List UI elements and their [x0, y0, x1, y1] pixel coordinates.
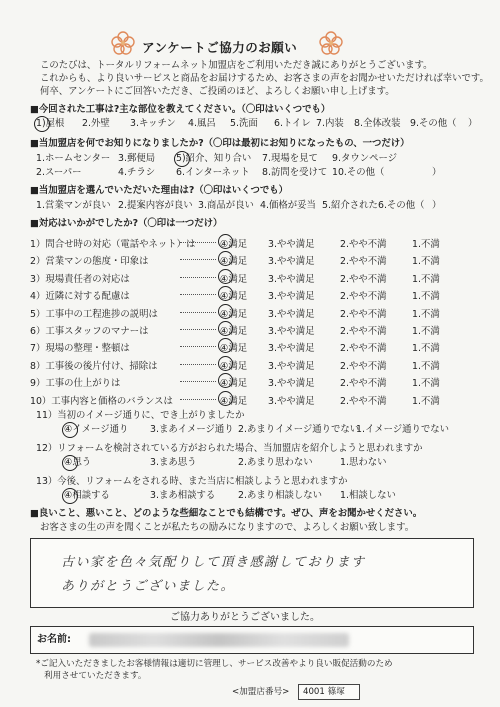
- handwritten-comment: 古い家を色々気配りして頂き感謝しております: [61, 555, 366, 570]
- q1-options: [36, 118, 486, 132]
- q2-option[interactable]: 9.タウンページ: [332, 153, 398, 164]
- rating-option[interactable]: 1.不満: [412, 256, 440, 268]
- rating-option[interactable]: 3.やや満足: [268, 360, 315, 372]
- rating-option[interactable]: 2.やや不満: [340, 378, 387, 390]
- rating-option[interactable]: 3.やや満足: [268, 326, 315, 337]
- rating-option[interactable]: 2.やや不満: [340, 256, 387, 268]
- rating-option[interactable]: ④満足: [220, 378, 248, 390]
- q12-question: 12）リフォームを検討されている方がおられた場合、当加盟店を紹介しようと思われますか: [36, 443, 423, 454]
- q12-option[interactable]: 2.あまり思わない: [238, 457, 313, 468]
- answer-circle: [34, 116, 50, 132]
- handwritten-comment: ありがとうございました。: [61, 579, 236, 594]
- leader-line: [180, 259, 216, 260]
- rating-question: 3）現場責任者の対応は: [30, 273, 130, 285]
- rating-option[interactable]: ④満足: [220, 273, 248, 285]
- answer-circle: [218, 234, 233, 249]
- member-number-box: [298, 684, 360, 700]
- q13-option[interactable]: 3.まあ相談する: [150, 490, 216, 501]
- q2-option[interactable]: 7.現場を見て: [262, 153, 318, 164]
- leader-line: [180, 381, 216, 382]
- q1-option[interactable]: 3.キッチン: [130, 118, 176, 129]
- q3-option[interactable]: 2.提案内容が良い: [118, 200, 193, 211]
- rating-option[interactable]: 2.やや不満: [340, 326, 387, 337]
- rating-option[interactable]: ④満足: [220, 395, 248, 407]
- q3-option[interactable]: 3.商品が良い: [198, 200, 254, 211]
- page-title: アンケートご協力のお願い: [142, 40, 298, 55]
- rating-option[interactable]: 2.やや不満: [340, 273, 387, 285]
- leader-line: [180, 312, 216, 313]
- redacted-name: [89, 633, 349, 647]
- q2-option[interactable]: 1.ホームセンター: [36, 153, 111, 164]
- privacy-note: 利用させていただきます。: [44, 671, 147, 681]
- rating-option[interactable]: 1.不満: [412, 239, 440, 250]
- q5-sub: お客さまの生の声を聞くことが私たちの励みになりますので、よろしくお願い致します。: [40, 522, 415, 533]
- rating-option[interactable]: 3.やや満足: [268, 378, 315, 390]
- rating-option[interactable]: ④満足: [220, 308, 248, 320]
- q5-question: ■良いこと、悪いこと、どのような些細なことでも結構です。ぜひ、声をお聞かせください。: [30, 508, 423, 519]
- q11-option[interactable]: 1.イメージ通りでない: [356, 424, 450, 435]
- leader-line: [180, 277, 216, 278]
- answer-circle: [174, 151, 190, 167]
- rating-question: 6）工事スタッフのマナーは: [30, 326, 149, 337]
- thanks-text: ご協力ありがとうございました。: [170, 612, 320, 623]
- rating-row: [30, 356, 480, 373]
- rating-option[interactable]: 1.不満: [412, 291, 440, 303]
- rating-option[interactable]: ④満足: [220, 239, 248, 250]
- rating-option[interactable]: 1.不満: [412, 308, 440, 320]
- rating-option[interactable]: 1.不満: [412, 343, 440, 355]
- privacy-note: *ご記入いただきましたお客様情報は適切に管理し、サービス改善やより良い販促活動のため: [36, 659, 393, 669]
- q1-question: ■今回された工事は?主な部位を教えてください。（〇印はいくつでも）: [30, 104, 331, 115]
- q1-option[interactable]: 6.トイレ: [274, 118, 311, 129]
- rating-row: [30, 234, 480, 251]
- q13-option[interactable]: ④相談する: [64, 490, 110, 501]
- member-number: 4001 篠塚: [303, 687, 345, 697]
- rating-question: 4）近隣に対する配慮は: [30, 291, 130, 303]
- q11-question: 11）当初のイメージ通りに、でき上がりましたか: [36, 410, 245, 421]
- q13-option[interactable]: 1.相談しない: [340, 490, 396, 501]
- rating-question: 9）工事の仕上がりは: [30, 378, 121, 390]
- rating-option[interactable]: 2.やや不満: [340, 308, 387, 320]
- answer-circle: [218, 356, 233, 371]
- rating-option[interactable]: 2.やや不満: [340, 395, 387, 407]
- q3-option[interactable]: 1.営業マンが良い: [36, 200, 111, 211]
- rating-row: [30, 251, 480, 268]
- rating-option[interactable]: ④満足: [220, 326, 248, 337]
- q2-option[interactable]: 4.チラシ: [118, 167, 156, 178]
- rating-option[interactable]: 3.やや満足: [268, 273, 315, 285]
- rating-option[interactable]: 1.不満: [412, 360, 440, 372]
- q3-close: ）: [432, 200, 442, 211]
- flower-icon: [318, 30, 344, 56]
- rating-option[interactable]: ④満足: [220, 291, 248, 303]
- rating-option[interactable]: 2.やや不満: [340, 360, 387, 372]
- rating-question: 5）工事中の工程進捗の説明は: [30, 308, 158, 320]
- q1-option[interactable]: 5.洗面: [230, 118, 258, 129]
- rating-option[interactable]: ④満足: [220, 256, 248, 268]
- q1-close: ）: [468, 118, 478, 129]
- rating-option[interactable]: 3.やや満足: [268, 256, 315, 268]
- rating-option[interactable]: 1.不満: [412, 326, 440, 337]
- answer-circle: [218, 269, 233, 284]
- intro-line: このたびは、トータルリフォームネット加盟店をご利用いただき誠にありがとうございます。: [40, 60, 433, 71]
- rating-row: [30, 338, 480, 355]
- leader-line: [180, 294, 216, 295]
- leader-line: [180, 364, 216, 365]
- rating-row: [30, 391, 480, 408]
- rating-option[interactable]: 2.やや不満: [340, 239, 387, 250]
- q12-option[interactable]: ④思う: [64, 457, 92, 468]
- rating-option[interactable]: 3.やや満足: [268, 308, 315, 320]
- q1-option[interactable]: 9.その他（: [410, 118, 457, 129]
- q2-option[interactable]: 2.スーパー: [36, 167, 82, 178]
- q1-option[interactable]: 1)屋根: [36, 118, 65, 129]
- rating-option[interactable]: 1.不満: [412, 378, 440, 390]
- q4-question: ■対応はいかがでしたか?（〇印は一つだけ）: [30, 218, 223, 229]
- leader-line: [180, 399, 216, 400]
- q13-question: 13）今後、リフォームをされる時、また当店に相談しようと思われますか: [36, 476, 348, 487]
- q12-option[interactable]: 1.思わない: [340, 457, 387, 468]
- q3-question: ■当加盟店を選んでいただいた理由は?（〇印はいくつでも）: [30, 185, 289, 196]
- member-label: <加盟店番号>: [232, 687, 290, 697]
- q2-option[interactable]: 10.その他（: [332, 167, 385, 178]
- name-label: お名前:: [37, 634, 71, 645]
- q2-option[interactable]: 8.訪問を受けて: [262, 167, 328, 178]
- q2-option[interactable]: 6.インターネット: [176, 167, 250, 178]
- rating-option[interactable]: ④満足: [220, 360, 248, 372]
- rating-row: [30, 373, 480, 390]
- q2-close: ）: [432, 167, 442, 178]
- rating-option[interactable]: 2.やや不満: [340, 343, 387, 355]
- q3-option[interactable]: 6.その他（: [378, 200, 425, 211]
- leader-line: [180, 329, 216, 330]
- rating-question: 1）問合せ時の対応（電話やネット）は: [30, 239, 196, 250]
- intro-line: これからも、より良いサービスと商品をお届けするため、お客さまの声をお聞かせいただければ幸いです。: [40, 73, 489, 84]
- q1-option[interactable]: 2.外壁: [82, 118, 110, 129]
- answer-circle: [62, 422, 78, 438]
- q1-option[interactable]: 8.全体改装: [354, 118, 401, 129]
- leader-line: [180, 346, 216, 347]
- rating-question: 8）工事後の後片付け、掃除は: [30, 360, 158, 372]
- rating-row: [30, 321, 480, 338]
- name-field[interactable]: [30, 626, 474, 654]
- rating-option[interactable]: 1.不満: [412, 395, 440, 407]
- rating-option[interactable]: 1.不満: [412, 273, 440, 285]
- answer-circle: [218, 391, 233, 406]
- answer-circle: [218, 321, 233, 336]
- q2-option[interactable]: 5)紹介、知り合い: [176, 153, 252, 164]
- flower-icon: [110, 30, 136, 56]
- q2-option[interactable]: 3.郵便局: [118, 153, 156, 164]
- rating-option[interactable]: 3.やや満足: [268, 395, 315, 407]
- rating-row: [30, 286, 480, 303]
- q3-option[interactable]: 4.価格が妥当: [260, 200, 316, 211]
- leader-line: [180, 242, 216, 243]
- q11-option[interactable]: 2.あまりイメージ通りでない: [238, 424, 360, 435]
- q13-option[interactable]: 2.あまり相談しない: [238, 490, 322, 501]
- q11-option[interactable]: ④イメージ通り: [64, 424, 129, 435]
- rating-option[interactable]: 2.やや不満: [340, 291, 387, 303]
- q2-question: ■当加盟店を何でお知りになりましたか?（〇印は最初にお知りになったもの、一つだけ）: [30, 138, 410, 149]
- answer-circle: [218, 304, 233, 319]
- rating-option[interactable]: 3.やや満足: [268, 343, 315, 355]
- rating-option[interactable]: ④満足: [220, 343, 248, 355]
- rating-option[interactable]: 3.やや満足: [268, 239, 315, 250]
- comment-box[interactable]: [30, 538, 474, 608]
- rating-option[interactable]: 3.やや満足: [268, 291, 315, 303]
- q3-option[interactable]: 5.紹介された: [322, 200, 378, 211]
- rating-row: [30, 269, 480, 286]
- answer-circle: [62, 488, 78, 504]
- q1-option[interactable]: 7.内装: [316, 118, 344, 129]
- rating-question: 2）営業マンの態度・印象は: [30, 256, 149, 268]
- rating-question: 10）工事内容と価格のバランスは: [30, 395, 173, 407]
- answer-circle: [62, 455, 78, 471]
- q1-option[interactable]: 4.風呂: [188, 118, 216, 129]
- rating-row: [30, 304, 480, 321]
- rating-question: 7）現場の整理・整頓は: [30, 343, 130, 355]
- q11-option[interactable]: 3.まあイメージ通り: [150, 424, 234, 435]
- intro-line: 何卒、アンケートにご回答いただき、ご投函のほど、よろしくお願い申し上げます。: [40, 86, 395, 97]
- q12-option[interactable]: 3.まあ思う: [150, 457, 197, 468]
